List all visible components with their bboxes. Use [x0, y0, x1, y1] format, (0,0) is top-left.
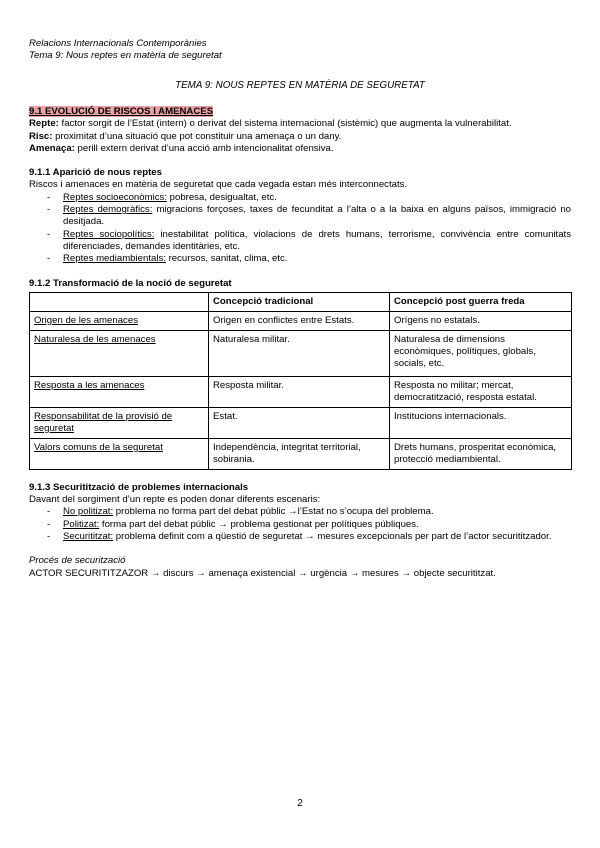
document-title: TEMA 9: NOUS REPTES EN MATÈRIA DE SEGURETAT	[175, 80, 425, 91]
list-item: - Politizat: forma part del debat públic → problema gestionat per polítiques públiques.	[29, 519, 571, 531]
table-header-cell	[30, 292, 209, 311]
table-cell: Orígens no estatals.	[390, 311, 572, 330]
section-heading-9-1-1: 9.1.1 Aparició de nous reptes	[29, 167, 162, 179]
table-cell: Resposta a les amenaces	[30, 376, 209, 407]
table-cell: Resposta no militar; mercat, democratització, resposta estatal.	[390, 376, 572, 407]
table-header-cell: Concepció post guerra freda	[390, 292, 572, 311]
page-number: 2	[297, 798, 303, 809]
section-heading-9-1: 9.1 EVOLUCIÓ DE RISCOS I AMENACES	[29, 106, 214, 117]
definition-amenaca: Amenaça: perill extern derivat d’una acció amb intencionalitat ofensiva.	[29, 142, 334, 154]
list-item: - Securititzat: problema definit com a qüestió de seguretat → mesures excepcionals per part de l’actor securititzador.	[29, 531, 571, 543]
security-comparison-table	[29, 292, 572, 470]
table-row	[30, 311, 572, 330]
table-cell: Valors comuns de la seguretat	[30, 438, 209, 469]
list-item: - Reptes mediambientals: recursos, sanitat, clima, etc.	[29, 253, 571, 265]
list-item: - Reptes socioeconòmics: pobresa, desigualtat, etc.	[29, 192, 571, 204]
table-cell: Institucions internacionals.	[390, 407, 572, 438]
section-intro-9-1-1: Riscos i amenaces en matèria de seguretat que cada vegada estan més interconnectats.	[29, 179, 408, 191]
table-cell: Naturalesa de dimensions econòmiques, polítiques, globals, socials, etc.	[390, 330, 572, 376]
document-body	[29, 106, 571, 580]
table-cell: Estat.	[209, 407, 390, 438]
header-topic: Tema 9: Nous reptes en matèria de seguretat	[29, 50, 222, 61]
table-cell: Resposta militar.	[209, 376, 390, 407]
section-heading-9-1-3: 9.1.3 Securitització de problemes internacionals	[29, 481, 249, 493]
table-row	[30, 407, 572, 438]
table-row	[30, 330, 572, 376]
table-row	[30, 376, 572, 407]
definition-repte: Repte: factor sorgit de l’Estat (intern) o derivat del sistema internacional (sistèmic) que augmenta la vulnerabilitat.	[29, 118, 512, 130]
challenges-list	[29, 192, 571, 266]
list-item: - No politizat: problema no forma part del debat públic →l’Estat no s’ocupa del problema.	[29, 506, 571, 518]
section-heading-9-1-2: 9.1.2 Transformació de la noció de seguretat	[29, 277, 232, 289]
table-cell: Origen en conflictes entre Estats.	[209, 311, 390, 330]
table-header-row	[30, 292, 572, 311]
table-cell: Independència, integritat territorial, sobirania.	[209, 438, 390, 469]
table-header-cell: Concepció tradicional	[209, 292, 390, 311]
header-course: Relacions Internacionals Contemporànies	[29, 38, 207, 49]
table-cell: Naturalesa militar.	[209, 330, 390, 376]
table-cell: Responsabilitat de la provisió de seguretat	[30, 407, 209, 438]
scenarios-list	[29, 506, 571, 543]
table-cell: Drets humans, prosperitat econòmica, protecció mediambiental.	[390, 438, 572, 469]
list-item: - Reptes sociopolítics: inestabilitat política, violacions de drets humans, terrorisme, convivència entre comunitats diferenciades, demandes identitàries, etc.	[29, 229, 571, 254]
table-row	[30, 438, 572, 469]
table-cell: Origen de les amenaces	[30, 311, 209, 330]
section-intro-9-1-3: Davant del sorgiment d’un repte es poden donar diferents escenaris:	[29, 494, 321, 506]
process-description: ACTOR SECURITITZAZOR → discurs → amenaça existencial → urgència → mesures → objecte securititzat.	[29, 567, 496, 579]
process-title: Procés de securització	[29, 555, 126, 567]
definition-risc: Risc: proximitat d’una situació que pot constituir una amenaça o un dany.	[29, 130, 342, 142]
list-item: - Reptes demogràfics: migracions forçoses, taxes de fecunditat a l’alta o a la baixa en alguns països, immigració no desitjada.	[29, 204, 571, 229]
table-cell: Naturalesa de les amenaces	[30, 330, 209, 376]
